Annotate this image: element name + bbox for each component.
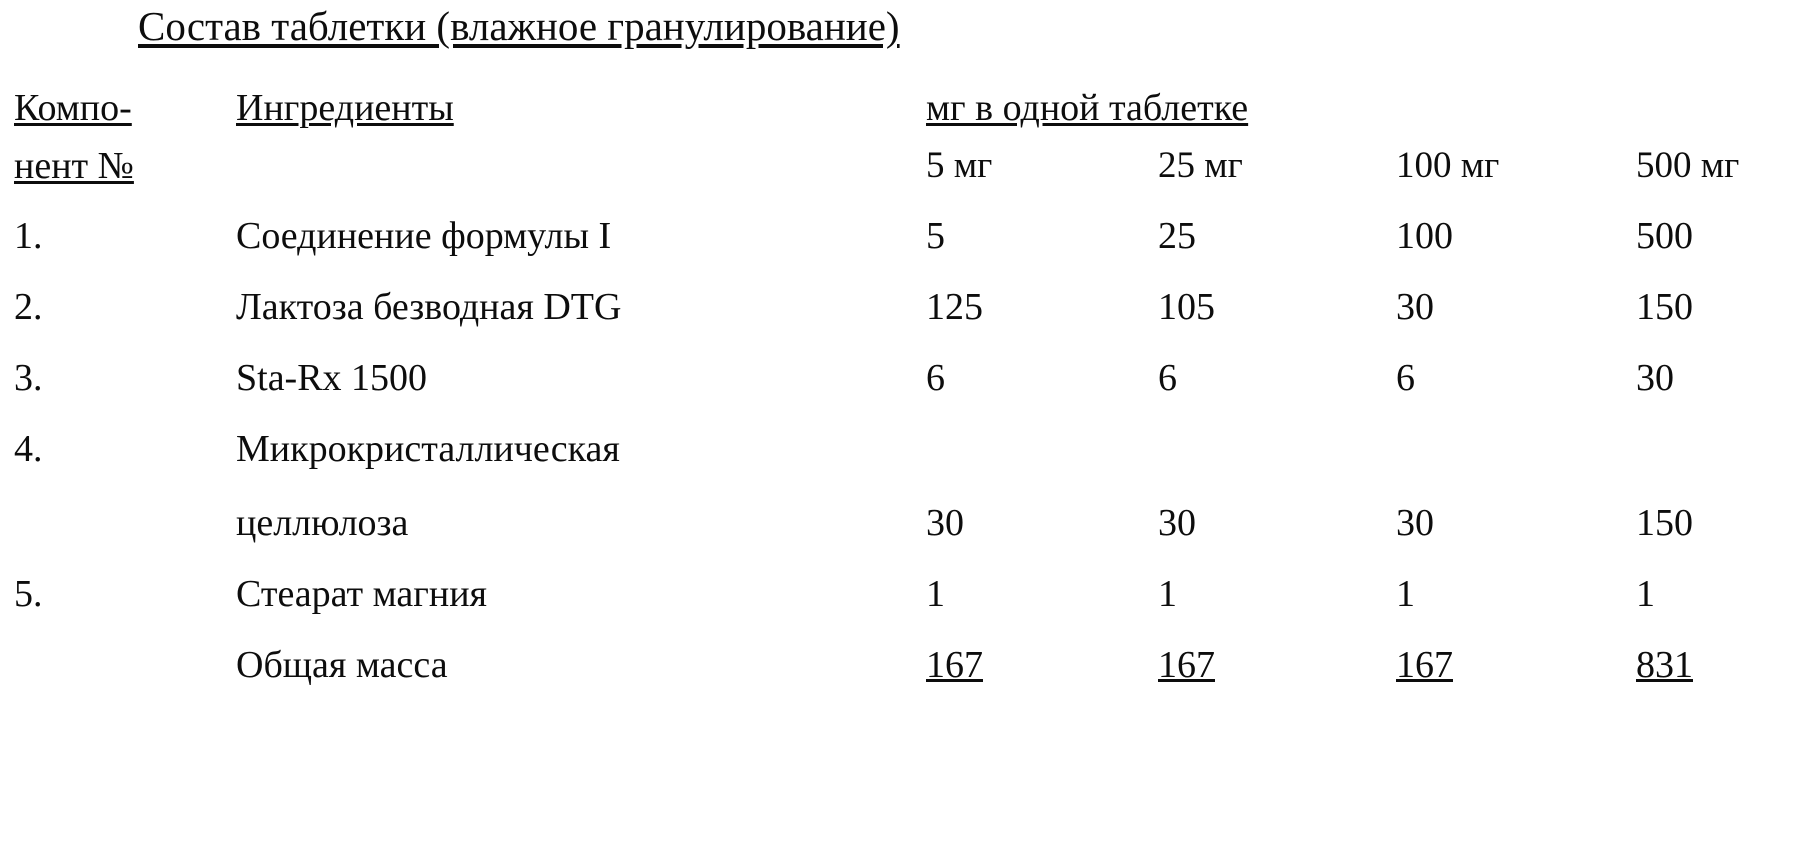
row-value: 30 xyxy=(1396,502,1434,544)
row-value: 150 xyxy=(1636,286,1693,328)
table-row xyxy=(14,214,1806,285)
row-value: 6 xyxy=(1158,357,1177,399)
row-value: 125 xyxy=(926,286,983,328)
header-dose-4: 500 мг xyxy=(1636,145,1740,186)
row-number: 4. xyxy=(14,428,43,470)
row-ingredient-line2: целлюлоза xyxy=(236,502,409,544)
row-value: 100 xyxy=(1396,215,1453,257)
row-number: 3. xyxy=(14,357,43,399)
row-value: 30 xyxy=(1396,286,1434,328)
total-label: Общая масса xyxy=(236,644,448,686)
row-value: 1 xyxy=(926,573,945,615)
row-ingredient: Лактоза безводная DTG xyxy=(236,286,622,328)
header-dose-1: 5 мг xyxy=(926,145,993,186)
row-value: 6 xyxy=(1396,357,1415,399)
table-header-row-2 xyxy=(14,144,1806,214)
header-dose-2: 25 мг xyxy=(1158,145,1243,186)
row-ingredient: Sta-Rx 1500 xyxy=(236,357,428,399)
row-value: 6 xyxy=(926,357,945,399)
table-header-row-1 xyxy=(14,86,1806,144)
total-value: 167 xyxy=(1158,644,1215,686)
row-value: 150 xyxy=(1636,502,1693,544)
row-value: 105 xyxy=(1158,286,1215,328)
row-value: 30 xyxy=(1636,357,1674,399)
table-total-row xyxy=(14,643,1806,714)
tablet-composition-table xyxy=(14,86,1806,714)
row-value: 30 xyxy=(1158,502,1196,544)
table-row xyxy=(14,285,1806,356)
row-value: 1 xyxy=(1158,573,1177,615)
total-value: 167 xyxy=(1396,644,1453,686)
header-component-line1: Компо- xyxy=(14,87,132,129)
table-row-continuation xyxy=(14,501,1806,572)
row-value: 500 xyxy=(1636,215,1693,257)
row-number: 5. xyxy=(14,573,43,615)
header-mg-per-tablet: мг в одной таблетке xyxy=(926,87,1249,129)
row-value: 25 xyxy=(1158,215,1196,257)
total-value: 167 xyxy=(926,644,983,686)
header-ingredients: Ингредиенты xyxy=(236,87,454,129)
row-value: 5 xyxy=(926,215,945,257)
row-value: 30 xyxy=(926,502,964,544)
row-value: 1 xyxy=(1636,573,1655,615)
row-ingredient: Микрокристаллическая xyxy=(236,428,620,470)
row-ingredient: Соединение формулы I xyxy=(236,215,612,257)
row-number: 1. xyxy=(14,215,43,257)
row-ingredient: Стеарат магния xyxy=(236,573,488,615)
header-component-line2: нент № xyxy=(14,145,134,187)
row-value: 1 xyxy=(1396,573,1415,615)
row-number: 2. xyxy=(14,286,43,328)
total-value: 831 xyxy=(1636,644,1693,686)
header-dose-3: 100 мг xyxy=(1396,145,1500,186)
table-row xyxy=(14,356,1806,427)
table-row xyxy=(14,572,1806,643)
table-row xyxy=(14,427,1806,501)
page-title: Состав таблетки (влажное гранулирование) xyxy=(138,3,900,49)
